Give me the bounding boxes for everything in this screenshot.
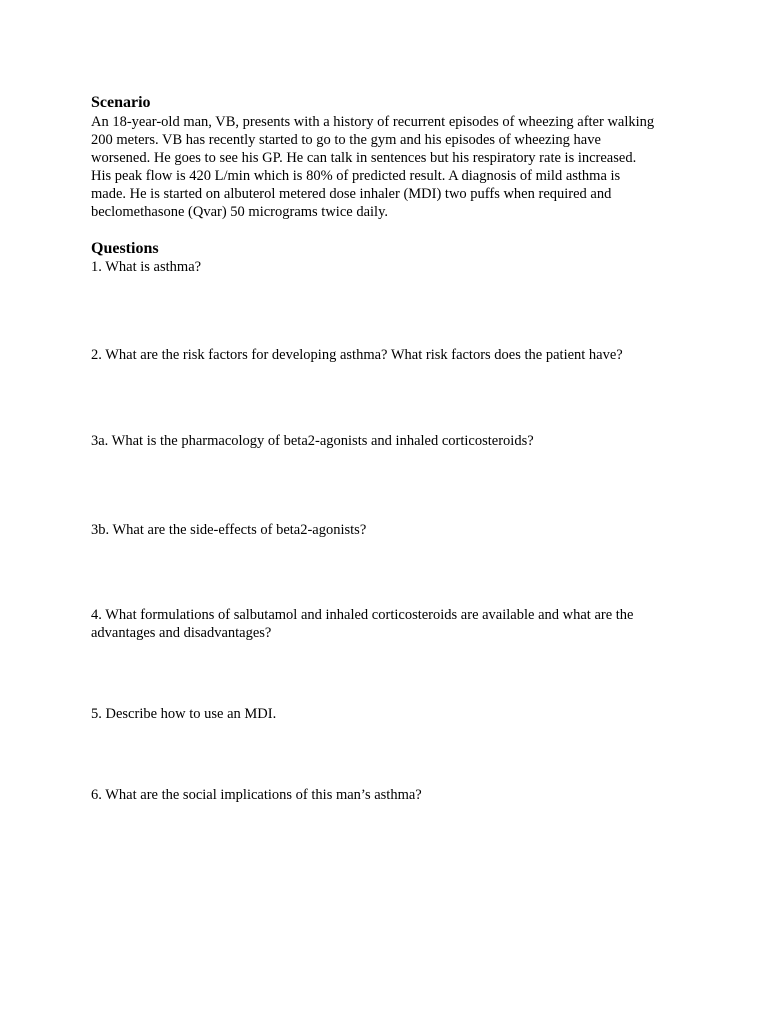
question-text: 2. What are the risk factors for developing asthma? What risk factors does the patient have? — [91, 347, 623, 363]
scenario-line: An 18-year-old man, VB, presents with a history of recurrent episodes of wheezing after walking — [91, 114, 655, 130]
question-5 — [91, 705, 691, 723]
scenario-line: 200 meters. VB has recently started to go to the gym and his episodes of wheezing have — [91, 132, 601, 148]
question-3a — [91, 432, 691, 450]
scenario-line: worsened. He goes to see his GP. He can talk in sentences but his respiratory rate is increased. — [91, 150, 637, 166]
question-4 — [91, 606, 691, 642]
scenario-paragraph — [91, 113, 691, 221]
question-text: 1. What is asthma? — [91, 259, 202, 275]
question-text: advantages and disadvantages? — [91, 625, 272, 641]
scenario-heading: Scenario — [91, 94, 151, 111]
question-text: 3a. What is the pharmacology of beta2-agonists and inhaled corticosteroids? — [91, 433, 534, 449]
question-text: 6. What are the social implications of this man’s asthma? — [91, 787, 422, 803]
question-3b — [91, 521, 691, 539]
question-text: 3b. What are the side-effects of beta2-agonists? — [91, 522, 367, 538]
scenario-line: His peak flow is 420 L/min which is 80% of predicted result. A diagnosis of mild asthma is — [91, 168, 621, 184]
scenario-line: beclomethasone (Qvar) 50 micrograms twice daily. — [91, 204, 389, 220]
question-6 — [91, 786, 691, 804]
question-1 — [91, 258, 691, 276]
question-2 — [91, 346, 691, 364]
question-text: 4. What formulations of salbutamol and inhaled corticosteroids are available and what are the — [91, 607, 634, 623]
question-text: 5. Describe how to use an MDI. — [91, 706, 277, 722]
questions-heading: Questions — [91, 240, 159, 257]
scenario-line: made. He is started on albuterol metered dose inhaler (MDI) two puffs when required and — [91, 186, 612, 202]
